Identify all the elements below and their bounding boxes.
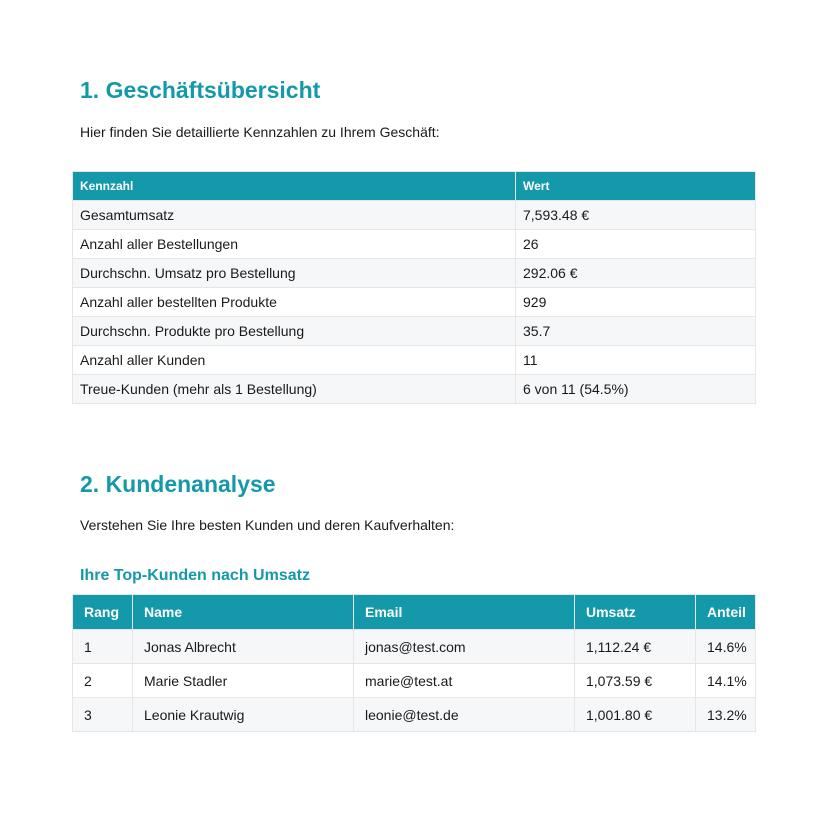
table-cell: Anzahl aller bestellten Produkte — [73, 288, 516, 317]
table-row — [73, 230, 756, 259]
table-cell: Leonie Krautwig — [133, 698, 354, 732]
table-cell: Durchschn. Umsatz pro Bestellung — [73, 259, 516, 288]
table-cell: Gesamtumsatz — [73, 201, 516, 230]
table-cell: 1,073.59 € — [575, 664, 696, 698]
table-cell: 13.2% — [696, 698, 756, 732]
table-cell: 35.7 — [516, 317, 756, 346]
table-cell: Anzahl aller Kunden — [73, 346, 516, 375]
table-cell: 7,593.48 € — [516, 201, 756, 230]
table-row — [73, 375, 756, 404]
table-cell: 929 — [516, 288, 756, 317]
table-row — [73, 698, 756, 732]
table-row — [73, 346, 756, 375]
table-cell: 292.06 € — [516, 259, 756, 288]
column-header-email: Email — [354, 595, 575, 630]
table-row — [73, 630, 756, 664]
table-cell: marie@test.at — [354, 664, 575, 698]
subsection-title-top-customers: Ihre Top-Kunden nach Umsatz — [80, 567, 310, 584]
column-header-wert: Wert — [516, 172, 756, 201]
table-cell: 14.6% — [696, 630, 756, 664]
table-header-row — [73, 172, 756, 201]
table-cell: 6 von 11 (54.5%) — [516, 375, 756, 404]
table-row — [73, 288, 756, 317]
table-cell: 14.1% — [696, 664, 756, 698]
column-header-umsatz: Umsatz — [575, 595, 696, 630]
column-header-anteil: Anteil — [696, 595, 756, 630]
table-row — [73, 664, 756, 698]
section-intro-business-overview: Hier finden Sie detaillierte Kennzahlen zu Ihrem Geschäft: — [80, 124, 440, 140]
table-cell: 11 — [516, 346, 756, 375]
table-cell: leonie@test.de — [354, 698, 575, 732]
column-header-name: Name — [133, 595, 354, 630]
column-header-rang: Rang — [73, 595, 133, 630]
table-cell: Jonas Albrecht — [133, 630, 354, 664]
table-cell: jonas@test.com — [354, 630, 575, 664]
table-cell: 26 — [516, 230, 756, 259]
top-customers-table — [72, 594, 756, 732]
table-cell: Marie Stadler — [133, 664, 354, 698]
table-cell: Anzahl aller Bestellungen — [73, 230, 516, 259]
table-cell: 2 — [73, 664, 133, 698]
table-cell: 3 — [73, 698, 133, 732]
table-row — [73, 317, 756, 346]
table-cell: Treue-Kunden (mehr als 1 Bestellung) — [73, 375, 516, 404]
table-row — [73, 259, 756, 288]
section-intro-customer-analysis: Verstehen Sie Ihre besten Kunden und deren Kaufverhalten: — [80, 517, 455, 533]
table-header-row — [73, 595, 756, 630]
section-title-business-overview: 1. Geschäftsübersicht — [80, 77, 321, 103]
table-cell: 1,112.24 € — [575, 630, 696, 664]
kpi-table — [72, 171, 756, 404]
section-title-customer-analysis: 2. Kundenanalyse — [80, 471, 276, 497]
table-row — [73, 201, 756, 230]
column-header-kennzahl: Kennzahl — [73, 172, 516, 201]
table-cell: 1,001.80 € — [575, 698, 696, 732]
table-cell: 1 — [73, 630, 133, 664]
table-cell: Durchschn. Produkte pro Bestellung — [73, 317, 516, 346]
